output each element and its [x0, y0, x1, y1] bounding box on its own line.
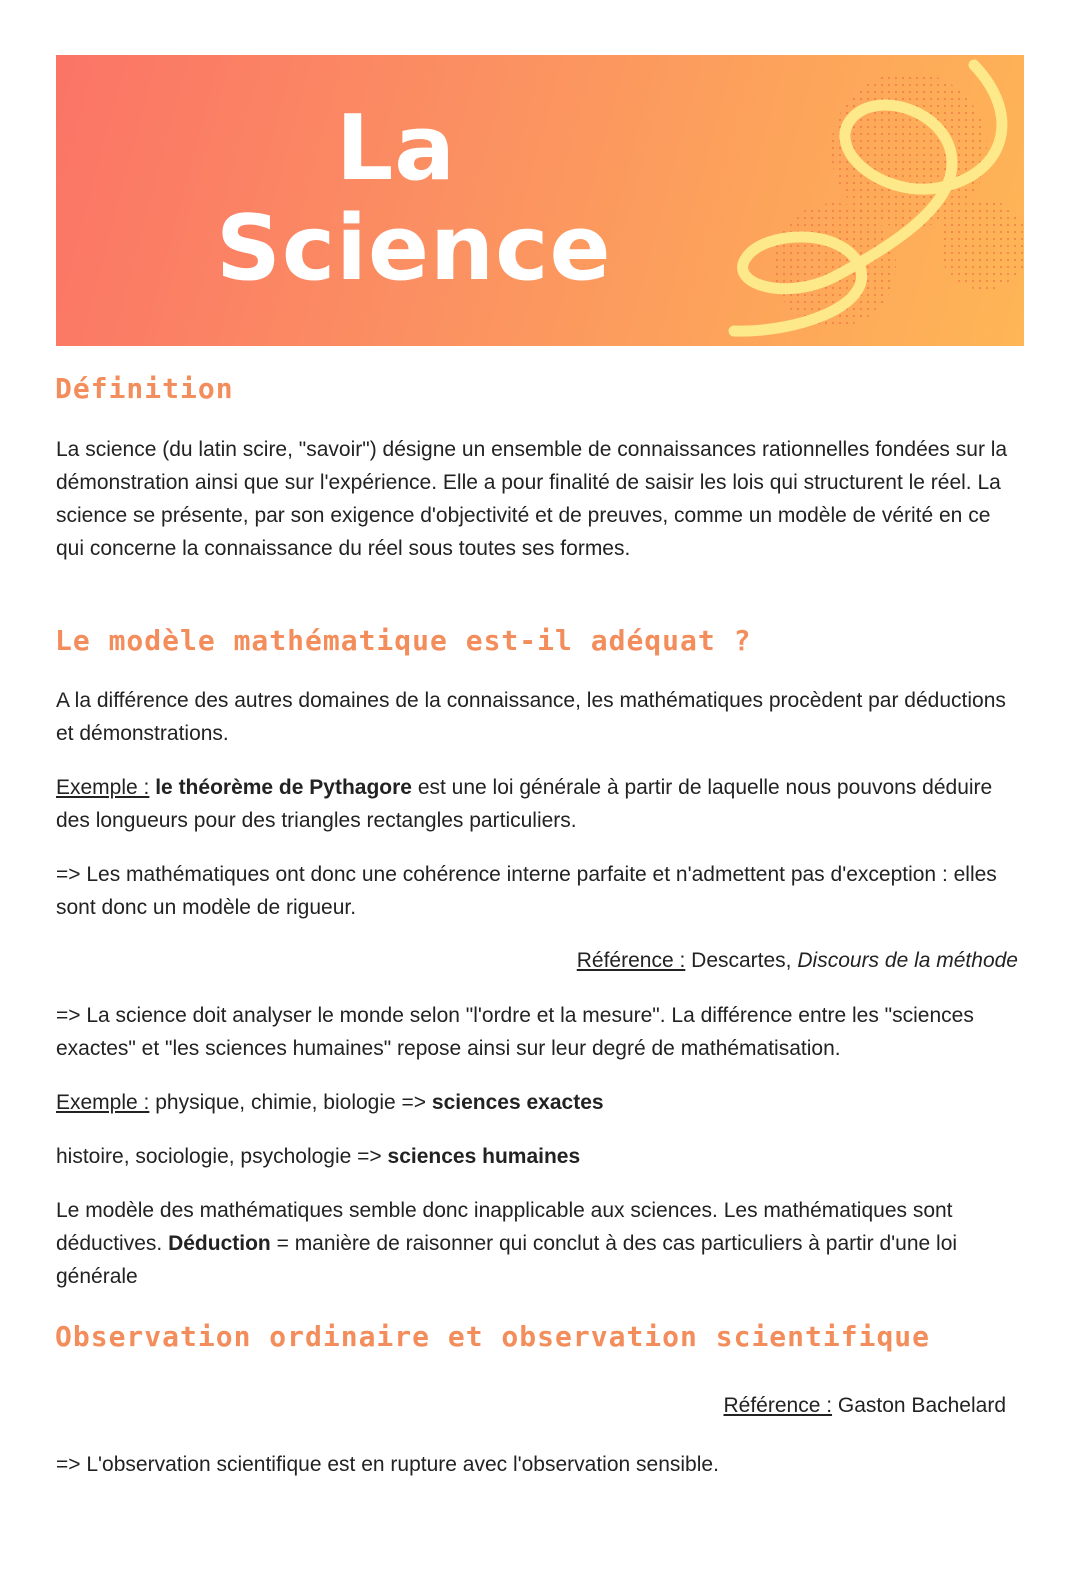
reference-descartes [56, 944, 1018, 977]
example-human-text: histoire, sociologie, psychologie => [56, 1145, 382, 1168]
reference-author: Gaston Bachelard [837, 1394, 1006, 1417]
example-exact-text: physique, chimie, biologie => [155, 1091, 427, 1114]
reference-label: Référence : [723, 1394, 833, 1417]
heading-observation: Observation ordinaire et observation scientifique [55, 1320, 931, 1353]
page-title-line-1: La [335, 96, 457, 201]
math-paragraph-2: => Les mathématiques ont donc une cohérence interne parfaite et n'admettent pas d'exception : elles sont donc un modèle de rigueur. [56, 863, 997, 919]
swirl-decoration-icon [684, 55, 1024, 346]
example-human-sciences [56, 1140, 1024, 1173]
example-label: Exemple : [56, 1091, 150, 1114]
observation-paragraph-1: => L'observation scientifique est en rupture avec l'observation sensible. [56, 1453, 719, 1476]
definition-text: La science (du latin scire, "savoir") désigne un ensemble de connaissances rationnelles fondées sur la démonstration ainsi que sur l'expérience. Elle a pour finalité de saisir les lois qui structurent le réel. La science se présente, par son exigence d'objectivité et de preuves, comme un modèle de vérité en ce qui concerne la connaissance du réel sous toutes ses formes. [56, 438, 1008, 560]
math-paragraph-3: => La science doit analyser le monde selon "l'ordre et la mesure". La différence entre les "sciences exactes" et "les sciences humaines" repose ainsi sur leur degré de mathématisation. [56, 1004, 974, 1060]
page-title-line-2: Science [216, 196, 612, 301]
example-pythagore-text: est une loi générale à partir de laquelle nous pouvons déduire des longueurs pour des triangles rectangles particuliers. [56, 776, 993, 832]
reference-label: Référence : [576, 949, 686, 972]
reference-author: Descartes, [691, 949, 792, 972]
reference-work: Discours de la méthode [797, 949, 1018, 972]
example-exact-bold: sciences exactes [431, 1091, 604, 1114]
title-banner [56, 55, 1024, 346]
reference-bachelard [56, 1389, 1006, 1422]
math-paragraph-4 [56, 1194, 1024, 1293]
page-title [216, 96, 612, 301]
example-human-bold: sciences humaines [387, 1145, 581, 1168]
heading-math-model: Le modèle mathématique est-il adéquat ? [55, 624, 752, 657]
example-pythagore [56, 771, 1024, 837]
example-label: Exemple : [56, 776, 150, 799]
example-exact-sciences [56, 1086, 1024, 1119]
example-pythagore-bold: le théorème de Pythagore [155, 776, 412, 799]
deduction-term: Déduction [168, 1232, 271, 1255]
math-paragraph-4-part-2: = manière de raisonner qui conclut à des cas particuliers à partir d'une loi générale [56, 1232, 958, 1288]
math-paragraph-4-part-1: Le modèle des mathématiques semble donc inapplicable aux sciences. Les mathématiques sont déductives. [56, 1199, 953, 1255]
heading-definition: Définition [55, 372, 234, 405]
math-paragraph-1: A la différence des autres domaines de la connaissance, les mathématiques procèdent par déductions et démonstrations. [56, 689, 1006, 745]
